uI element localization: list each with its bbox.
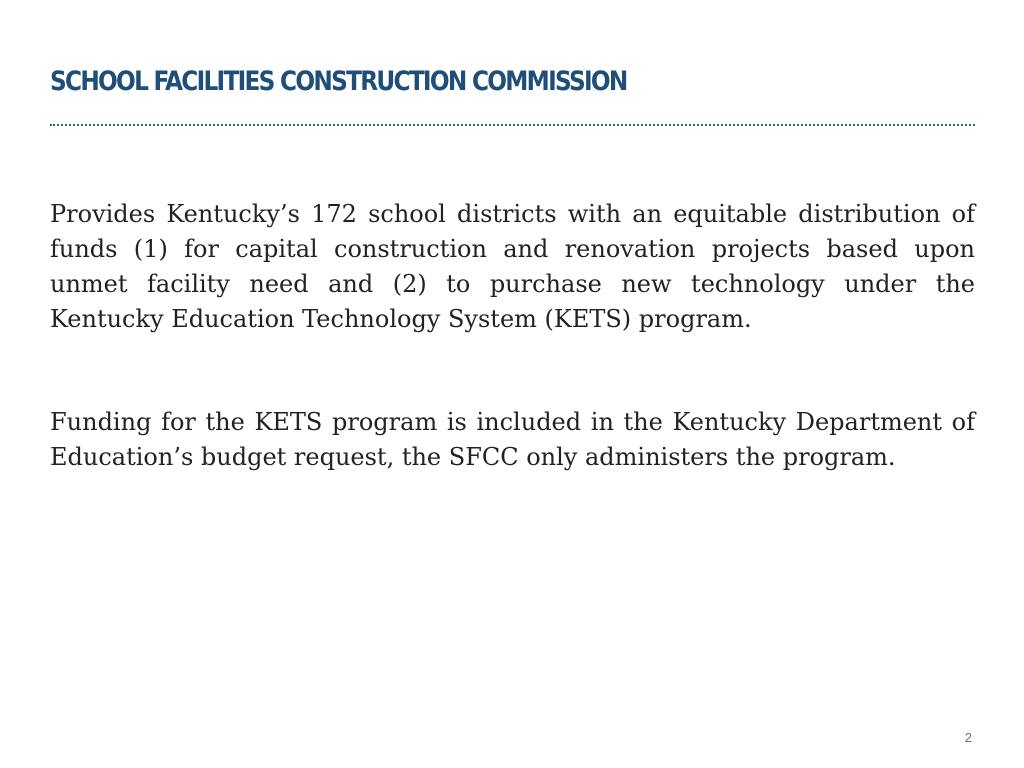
body-paragraph-2: Funding for the KETS program is included in the Kentucky Department of Education’s budget request, the SFCC only administers the program.: [50, 408, 975, 471]
title-dotted-rule: [50, 124, 975, 126]
body-paragraph-1: Provides Kentucky’s 172 school districts with an equitable distribution of funds (1) for capital construction and renovation projects based upon unmet facility need and (2) to purchase new technology under the Kentucky Education Technology System (KETS) program.: [50, 200, 975, 333]
slide-title: SCHOOL FACILITIES CONSTRUCTION COMMISSION: [50, 66, 627, 97]
page-number: 2: [964, 730, 972, 745]
